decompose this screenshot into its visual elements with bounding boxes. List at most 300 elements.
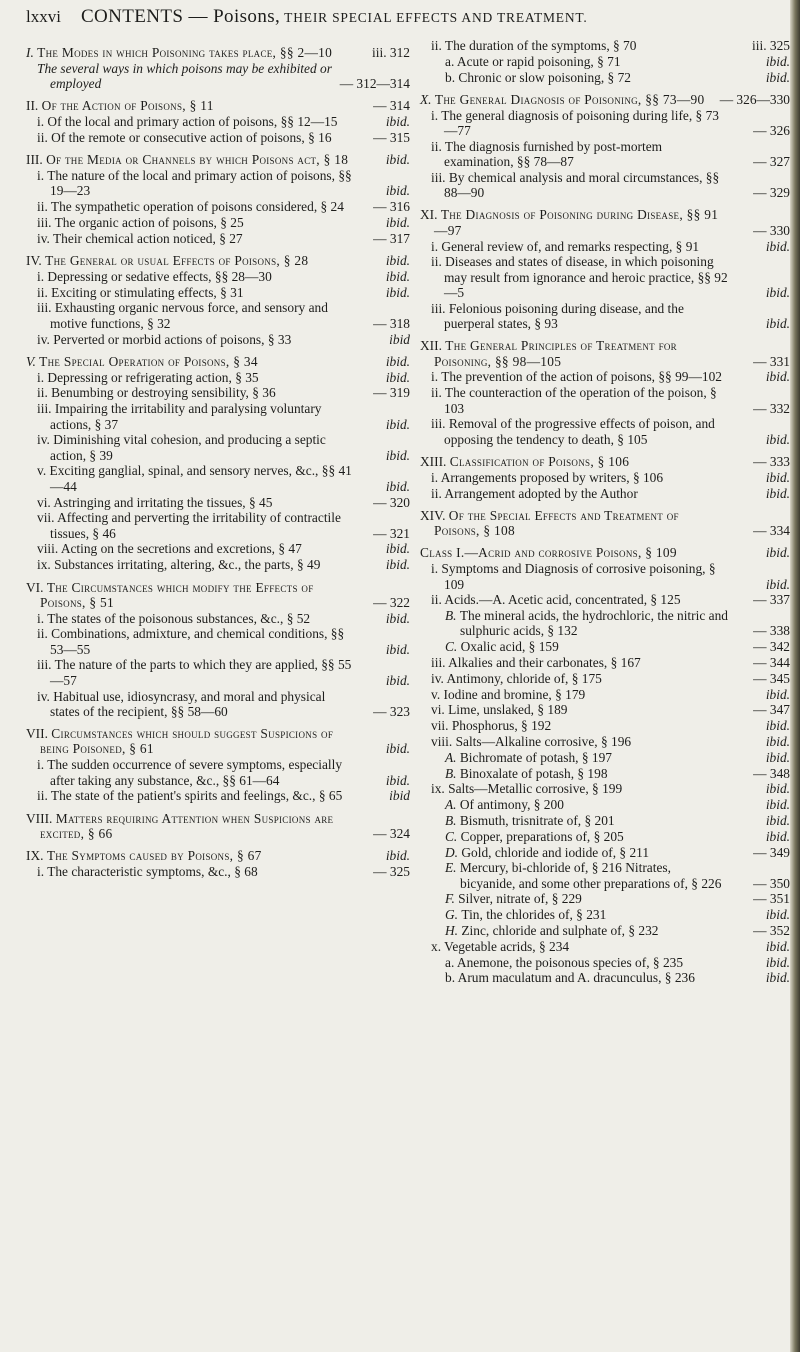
entry-title: The diagnosis furnished by post-mortem examination, §§ 78—87 [444,138,663,170]
page-reference: — 342 [753,639,790,655]
contents-entry [26,626,410,657]
entry-title: The duration of the symptoms, § 70 [444,38,637,53]
entry-number: B. [445,765,460,781]
entry-text [37,284,410,300]
entry-text [37,657,410,688]
entry-number: F. [445,891,459,907]
entry-number: vii. [431,718,452,734]
page-reference: — 323 [373,703,410,719]
page-reference: — 350 [753,875,790,891]
page-reference: — 319 [373,385,410,401]
page-reference: — 345 [753,670,790,686]
contents-entry [26,45,410,60]
contents-entry [420,970,790,986]
contents-entry [420,453,790,469]
page-reference: — 317 [373,230,410,246]
entry-text [431,781,786,797]
page-reference: ibid. [765,284,790,300]
entry-title: Bichromate of potash, § 197 [459,749,612,765]
entry-text [37,268,410,284]
contents-entry [420,416,790,447]
entry-number: II. [26,98,42,114]
contents-entry [26,152,410,167]
entry-number: XI. [420,207,441,223]
entry-text [445,954,786,970]
entry-number: B. [445,812,460,828]
entry-number: A. [445,749,460,765]
page-reference: ibid. [385,253,410,269]
entry-text [37,688,410,720]
page-reference: — 333 [753,453,790,469]
entry-title: Iodine and bromine, § 179 [443,686,586,702]
entry-text [420,453,786,469]
page-reference: iii. 325 [752,38,790,53]
entry-text [420,338,786,369]
page-reference: — 334 [753,523,790,539]
page-reference: ibid. [385,557,410,573]
entry-text [37,432,410,463]
page-reference: ibid. [765,828,790,844]
entry-title: Salts—Metallic corrosive, § 199 [448,781,623,797]
entry-number: i. [431,369,442,385]
entry-title: Arrangement adopted by the Author [444,485,638,501]
entry-title: Combinations, admixture, and chemical conditions, §§ 53—55 [50,626,345,657]
entry-number: b. [445,69,459,85]
contents-entry [420,207,790,238]
entry-text [445,923,786,939]
entry-text [37,463,410,494]
entry-number: i. [37,168,48,184]
entry-title: Lime, unslaked, § 189 [448,702,568,718]
entry-text [37,864,410,880]
entry-title: The characteristic symptoms, &c., § 68 [47,864,258,880]
entry-number: G. [445,907,462,923]
page-reference: ibid. [765,718,790,734]
entry-title: Perverted or morbid actions of poisons, § 33 [53,331,292,347]
page-reference: ibid. [385,772,410,788]
entry-title: Exciting ganglial, spinal, and sensory nerves, &c., §§ 41—44 [49,463,352,494]
page-reference: ibid. [765,369,790,385]
entry-number: XIV. [420,507,449,523]
page-reference: — 344 [753,654,790,670]
page-reference: — 348 [753,765,790,781]
page-number: lxxvi [26,7,61,26]
entry-title: Exhausting organic nervous force, and sensory and motive functions, § 32 [50,300,328,331]
entry-text [445,53,786,69]
page-reference: ibid. [385,610,410,626]
entry-number: i. [431,238,442,254]
page-reference: ibid. [765,686,790,702]
entry-title: The nature of the local and primary action of poisons, §§ 19—23 [47,168,352,199]
entry-title: Gold, chloride and iodide of, § 211 [461,844,650,860]
contents-entry [26,199,410,214]
page-reference: — 327 [753,154,790,170]
page-reference: ibid. [385,114,410,130]
page-reference: — 326 [753,122,790,138]
entry-title: Removal of the progressive effects of poison, and opposing the tendency to death, § 105 [444,416,715,447]
entry-title: Vegetable acrids, § 234 [444,938,570,954]
entry-number: iv. [37,432,54,448]
page-reference: — 349 [753,844,790,860]
entry-number: ii. [37,199,51,215]
entry-text [445,844,786,860]
entry-text [420,545,786,561]
page-reference: ibid. [765,431,790,447]
page-reference: ibid. [385,369,410,385]
entry-title: Diminishing vital cohesion, and producing a septic action, § 39 [50,432,326,463]
entry-title: Substances irritating, altering, &c., the parts, § 49 [54,557,321,573]
contents-entry [26,757,410,788]
entry-text [37,114,410,130]
entry-number: iv. [37,230,53,246]
entry-number: IX. [26,848,47,864]
page-reference: ibid. [385,478,410,494]
entry-number: i. [37,864,48,880]
entry-title: The General or usual Effects of Poisons, § 28 [45,253,309,269]
contents-entry [26,300,410,331]
entry-title: Salts—Alkaline corrosive, § 196 [455,733,632,749]
entry-text [445,765,786,781]
entry-title: The General Principles of Treatment for Poisoning, §§ 98—105 [434,338,677,369]
entry-number: ii. [37,385,52,401]
entry-number: vi. [37,494,54,510]
entry-title: Exciting or stimulating effects, § 31 [51,284,244,300]
entry-number: III. [26,152,47,168]
entry-text [37,788,410,804]
page-reference: — 329 [753,185,790,201]
entry-text [431,416,786,447]
entry-number: V. [26,353,40,369]
entry-text [37,494,410,510]
contents-entry [26,848,410,863]
entry-title: Symptoms and Diagnosis of corrosive poisoning, § 109 [441,561,716,592]
contents-entry [26,370,410,385]
contents-entry [26,463,410,494]
entry-number: i. [37,610,48,626]
contents-entry [420,844,790,860]
entry-number: a. [445,53,457,69]
contents-entry [420,654,790,670]
contents-entry [26,285,410,300]
entry-title: The mineral acids, the hydrochloric, the nitric and sulphuric acids, § 132 [459,608,728,639]
page-reference: — 326—330 [719,91,790,107]
entry-text [26,45,410,60]
entry-title: Circumstances which should suggest Suspicions of being Poisoned, § 61 [40,726,334,757]
contents-entry [420,608,790,639]
contents-entry [26,168,410,199]
entry-title: The Circumstances which modify the Effects of Poisons, § 51 [40,579,314,610]
contents-entry [26,130,410,145]
entry-title: Affecting and perverting the irritability of contractile tissues, § 46 [50,510,341,541]
entry-text [26,353,410,369]
page-reference: ibid. [765,576,790,592]
entry-text [26,848,410,864]
entry-text [431,469,786,485]
entry-number: a. [445,954,457,970]
entry-number: A. [445,797,460,813]
entry-title: Acids.—A. Acetic acid, concentrated, § 125 [444,592,681,608]
entry-text [431,718,786,734]
entry-number: ii. [431,592,445,608]
page-reference: — 330 [753,222,790,238]
page-reference: — 320 [373,494,410,510]
entry-title: Matters requiring Attention when Suspicions are excited, § 66 [40,810,334,841]
entry-text [431,654,786,670]
page-reference: ibid. [385,416,410,432]
entry-text [431,300,786,332]
entry-number: iii. [431,654,449,670]
entry-number: iii. [431,416,449,432]
entry-number: VII. [26,726,52,742]
contents-entry [26,332,410,347]
page-reference: ibid [389,788,410,804]
entry-text [37,626,410,657]
entry-text [445,891,786,907]
entry-number: VI. [26,579,47,595]
entry-title: The Symptoms caused by Poisons, § 67 [46,848,262,864]
entry-text [37,610,410,626]
entry-title: Of the remote or consecutive action of poisons, § 16 [51,129,332,145]
entry-number: iii. [37,401,55,417]
contents-entry [26,580,410,611]
entry-number: i. [431,469,441,485]
page-reference: ibid. [765,938,790,954]
page-reference: ibid. [765,907,790,923]
entry-title: Felonious poisoning during disease, and the puerperal states, § 93 [444,300,684,332]
entry-title: The organic action of poisons, § 25 [54,214,244,230]
page-reference: ibid. [385,848,410,864]
page-reference: ibid. [765,469,790,485]
entry-text [37,557,410,573]
contents-entry [26,811,410,842]
entry-title: Copper, preparations of, § 205 [460,828,624,844]
page-reference: — 332 [753,400,790,416]
entry-number: b. [445,970,458,986]
entry-number: vi. [431,702,449,718]
page-reference: ibid. [385,641,410,657]
contents-entry [26,726,410,757]
entry-text [431,254,786,300]
entry-text [431,938,786,954]
contents-entry [420,733,790,749]
entry-title: Acute or rapid poisoning, § 71 [456,53,621,69]
entry-text [445,970,786,986]
entry-text [26,98,410,114]
page-reference: — 322 [373,594,410,610]
entry-number: i. [37,114,48,130]
page-edge [790,0,800,1352]
entry-text [37,129,410,145]
entry-title: Benumbing or destroying sensibility, § 36 [51,385,276,401]
entry-number: IV. [26,253,46,269]
page-reference: ibid. [385,152,410,168]
page-reference: ibid. [765,954,790,970]
contents-entry [26,114,410,129]
page-reference: iii. 312 [372,45,410,60]
entry-text [431,238,786,254]
entry-title: Zinc, chloride and sulphate of, § 232 [461,923,659,939]
header-title: CONTENTS — Poisons, [80,6,281,27]
entry-number: ii. [431,485,445,501]
page-reference: ibid. [385,284,410,300]
contents-entry [420,38,790,53]
contents-entry [420,545,790,561]
entry-number: ii. [431,385,445,401]
contents-entry [26,98,410,113]
contents-column-right [420,38,790,1352]
running-head [26,6,796,36]
entry-text [37,369,410,385]
page-reference: ibid. [385,741,410,757]
contents-entry [420,338,790,369]
contents-entry [420,781,790,797]
entry-title: Their chemical action noticed, § 27 [53,230,243,246]
entry-title: By chemical analysis and moral circumstances, §§ 88—90 [444,169,720,201]
entry-text [37,168,410,199]
contents-entry [26,215,410,230]
contents-entry [26,253,410,268]
entry-text [26,579,410,611]
entry-number: H. [445,923,462,939]
contents-entry [420,639,790,655]
page-reference: ibid. [765,812,790,828]
entry-title: Mercury, bi-chloride of, § 216 Nitrates, bicyanide, and some other preparations of, § 226 [459,860,722,891]
entry-number: XIII. [420,453,450,469]
entry-number: x. [431,938,445,954]
entry-title: The counteraction of the operation of the poison, § 103 [444,385,717,416]
entry-title: Bismuth, trisnitrate of, § 201 [459,812,615,828]
contents-entry [420,923,790,939]
entry-text [445,860,786,891]
contents-entry [26,510,410,541]
entry-number: i. [37,369,48,385]
entry-number: E. [445,860,460,876]
contents-entry [420,138,790,170]
contents-entry [420,254,790,300]
contents-entry [26,541,410,556]
contents-entry [420,812,790,828]
page-reference: — 337 [753,592,790,608]
contents-entry [420,670,790,686]
entry-title: Diseases and states of disease, in which poisoning may result from ignorance and heroic practice, §§ 92—5 [444,254,728,300]
entry-number: ii. [37,129,52,145]
entry-text [431,733,786,749]
contents-entry [420,797,790,813]
entry-number: v. [431,686,444,702]
entry-number: ii. [37,788,51,804]
contents-entry [420,954,790,970]
entry-text [431,369,786,385]
page-reference: ibid. [765,69,790,85]
entry-title: Antimony, chloride of, § 175 [446,670,602,686]
entry-number: ii. [37,284,52,300]
page-reference: ibid. [765,733,790,749]
contents-entry [420,107,790,139]
entry-number: ix. [37,557,55,573]
entry-title: Tin, the chlorides of, § 231 [461,907,607,923]
contents-entry [420,238,790,254]
page-reference: ibid. [385,268,410,284]
entry-text [431,38,786,53]
contents-entry [26,401,410,432]
entry-number: iv. [37,688,54,704]
page-reference: ibid. [765,485,790,501]
entry-number: iii. [431,169,449,185]
entry-number: ix. [431,781,449,797]
entry-title: Silver, nitrate of, § 229 [458,891,582,907]
entry-text [26,152,410,168]
entry-title: Depressing or refrigerating action, § 35 [47,369,259,385]
page-reference: ibid. [765,238,790,254]
contents-entry [26,269,410,284]
entry-text [445,828,786,844]
contents-entry [420,469,790,485]
entry-title: The prevention of the action of poisons, §§ 99—102 [441,369,722,385]
entry-text [37,541,410,557]
page-reference: ibid [389,331,410,347]
contents-entry [420,507,790,539]
page-reference: — 352 [753,923,790,939]
entry-text [37,300,410,331]
entry-text [445,907,786,923]
entry-title: Phosphorus, § 192 [451,718,552,734]
entry-number: X. [420,91,435,107]
contents-entry [420,686,790,702]
entry-text [37,385,410,401]
entry-text [431,485,786,501]
entry-number: vii. [37,510,58,526]
contents-entry [420,485,790,501]
page-reference: — 318 [373,315,410,331]
contents-entry [26,61,410,92]
entry-title: The several ways in which poisons may be exhibited or employed [37,60,332,92]
page-reference: ibid. [765,53,790,69]
entry-text [26,810,410,842]
entry-text [37,230,410,246]
entry-text [431,686,786,702]
entry-title: Alkalies and their carbonates, § 167 [448,654,641,670]
contents-entry [420,718,790,734]
entry-title: Class I.—Acrid and corrosive Poisons, § 109 [420,545,677,561]
entry-number: i. [431,561,442,577]
entry-number: viii. [431,733,456,749]
page-reference: — 321 [373,525,410,541]
page-reference: ibid. [385,447,410,463]
entry-text [431,670,786,686]
entry-text [37,757,410,788]
page-reference: ibid. [385,183,410,199]
entry-title: Of antimony, § 200 [459,797,564,813]
contents-entry [420,69,790,85]
contents-entry [26,657,410,688]
page-reference: ibid. [385,214,410,230]
entry-number: i. [37,757,48,773]
entry-number: iv. [37,331,54,347]
entry-title: The nature of the parts to which they are applied, §§ 55—57 [50,657,352,688]
entry-title: The General Diagnosis of Poisoning, §§ 73—90 [434,91,705,107]
entry-text [431,702,786,718]
entry-number: ii. [431,38,445,53]
contents-entry [26,611,410,626]
entry-number: B. [445,608,460,624]
contents-entry [420,749,790,765]
contents-entry [26,788,410,803]
entry-text [445,749,786,765]
entry-text [37,510,410,541]
entry-text [431,592,786,608]
page-reference: — 338 [753,623,790,639]
contents-entry [420,891,790,907]
